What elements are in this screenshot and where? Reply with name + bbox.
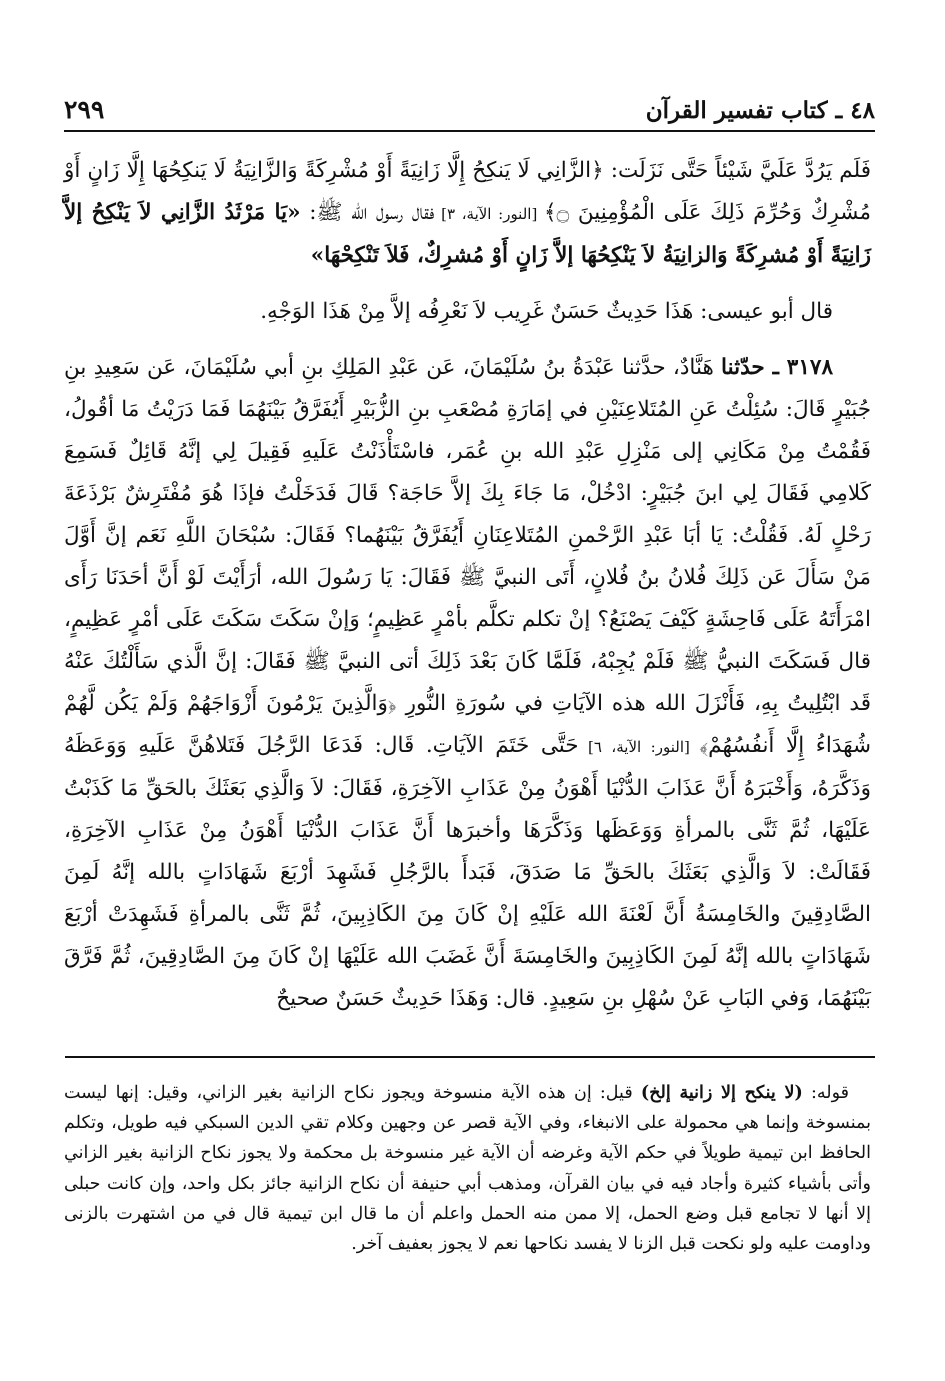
- hadith-3177-continuation: [64, 150, 871, 277]
- header-rule: [64, 130, 875, 132]
- hadith-number-label: ٣١٧٨ ـ حدّثنا: [721, 355, 833, 380]
- hadith-intro: فَلَم يَرُدَّ عَلَيَّ شَيْئاً حَتَّى نَزَلَت:: [603, 158, 871, 183]
- main-text: [64, 150, 871, 1020]
- page-number: ٢٩٩: [64, 95, 105, 124]
- footnote-quote: (لا ينكح إلا زانية إلخ): [640, 1083, 803, 1103]
- prophet-intro: فقال رسول الله ﷺ:: [300, 200, 435, 225]
- hadith-grading: قال أبو عيسى: هَذَا حَدِيثٌ حَسَنٌ غَرِيب لاَ نَعْرِفُه إلاَّ مِنْ هَذَا الوَجْهِ.: [260, 299, 833, 324]
- hadith-body-part-2: حَتَّى خَتَمَ الآيَاتِ. قَال: فَدَعَا الرَّجُلَ فَتَلاهُنَّ عَلَيهِ وَوَعَظَهُ وَذَكَّرَهُ، وَأَخْبَرَهُ أَنَّ عَذَابَ الدُّنْيَا أَهْوَنُ مِنْ عَذَابِ الآخِرَةِ، فَقَالَ: لاَ وَالَّذِي بَعَثَكَ بالحَقِّ مَا كَذَبْتُ عَلَيْهَا، ثُمَّ ثَنَّى بالمرأةِ وَوَعَظَها وَذَكَّرَهَا وأخبرَها أَنَّ عَذَابَ الدُّنْيَا أَهْوَنُ مِنْ عَذَابِ الآخِرَةِ، فَقَالَتْ: لاَ وَالَّذِي بَعَثَكَ بالحَقِّ مَا صَدَقَ، فَبَدأَ بالرَّجُلِ فَشَهِدَ أرْبَعَ شَهَادَاتٍ بالله إنَّهُ لَمِنَ الصَّادِقِينَ والخَامِسَةُ أَنَّ لَعْنَةَ الله عَلَيْهِ إنْ كَانَ مِنَ الكَاذِبِينَ، ثُمَّ ثَنَّى بالمرأةِ فَشَهِدَتْ أرْبَعَ شَهَادَاتٍ بالله إنَّهُ لَمِنَ الكَاذِبِينَ والخَامِسَةَ أَنَّ غَضَبَ الله عَلَيْهَا إنْ كَانَ مِنَ الصَّادِقِينَ، ثُمَّ فَرَّقَ بَيْنَهُمَا، وَفي البَابِ عَنْ سُهْلِ بنِ سَعِيدٍ. قال: وَهَذَا حَدِيثٌ حَسَنٌ صحيحٌ: [64, 733, 871, 1011]
- footnote: [64, 1078, 871, 1259]
- chapter-title: ٤٨ ـ كتاب تفسير القرآن: [645, 97, 875, 124]
- hadith-3178: [64, 347, 871, 1020]
- footnote-paragraph: [64, 1078, 871, 1259]
- footnote-label: قوله:: [802, 1083, 849, 1103]
- footnote-rule: [65, 1056, 875, 1058]
- hadith-body-part-1: هَنَّادٌ، حدَّثنا عَبْدَةُ بنُ سُلَيْمَانَ، عَن عَبْدِ المَلِكِ بنِ أبي سُلَيْمَانَ، عَن سَعِيدِ بنِ جُبَيْرٍ قَالَ: سُئِلْتُ عَنِ المُتَلاعِنَيْنِ في إمَارَةِ مُصْعَبِ بنِ الزُّبَيْرِ أَيُفَرَّقُ بَيْنَهُمَا فَمَا دَرَيْتُ مَا أقُولُ، فَقُمْتُ مِنْ مَكَانِي إلى مَنْزِلِ عَبْدِ الله بنِ عُمَر، فاسْتَأْذَنْتُ عَلَيهِ فَقِيلَ لِي إنَّهُ قَائِلٌ فَسَمِعَ كَلامِي فَقَالَ لِي ابنَ جُبَيْرٍ: ادْخُلْ، مَا جَاءَ بِكَ إلاَّ حَاجَة؟ قَالَ فَدَخَلْتُ فإذَا هُوَ مُفْتَرِشٌ بَرْذَعَةَ رَحْلٍ لَهُ. فَقُلْتُ: يَا أبَا عَبْدِ الرَّحْمنِ المُتَلاعِنَانِ أَيُفَرَّقُ بَيْنَهُما؟ فَقَالَ: سُبْحَانَ اللَّهِ نَعَم إنَّ أَوَّلَ مَنْ سَأَلَ عَن ذَلِكَ فُلانُ بنُ فُلانٍ، أَتَى النبيَّ ﷺ فَقَالَ: يَا رَسُولَ الله، أرَأَيْتَ لَوْ أَنَّ أحَدَنَا رَأَى امْرَأَتَهُ عَلَى فَاحِشَةٍ كَيْفَ يَصْنَعُ؟ إنْ تكلم تكلَّم بأمْرٍ عَظِيمٍ؛ وَإنْ سَكَتَ سَكَتَ عَلَى أمْرٍ عَظِيمٍ، قال فَسَكَتَ النبيُّ ﷺ فَلَمْ يُجِبْهُ، فَلَمَّا كَانَ بَعْدَ ذَلِكَ أتى النبيَّ ﷺ فَقَالَ: إنَّ الَّذي سَأَلْتُكَ عَنْهُ قَد ابْتُلِيتُ بِهِ، فَأَنْزَلَ الله هذه الآيَاتِ في سُورَةِ النُّورِ: [64, 355, 871, 716]
- footnote-text: قيل: إن هذه الآية منسوخة ويجوز نكاح الزانية بغير الزاني، وقيل: إنها ليست بمنسوخة وإنما هي محمولة على الانبغاء، وفي الآية قصر عن وجهين وكلام تقي الدين السبكي فيه طويل، وتكلم الحافظ ابن تيمية طويلاً في حكم الآية وغرضه أن الآية غير منسوخة بل محكمة ولا يجوز نكاح الزانية بغير الزاني وأتى بأشياء كثيرة وأجاد فيه في بيان القرآن، ومذهب أبي حنيفة أن نكاح الزانية جائز بكل واحد، وإن كانت حبلى إلا أنها لا تجامع قبل وضع الحمل، إلا ممن منه الحمل واعلم أن ما قال ابن تيمية قال في من اشتهرت بالزنى وداومت عليه ولو نكحت قبل الزنا لا يفسد نكاحها نعم لا يجوز بعفيف آخر.: [64, 1083, 871, 1255]
- verse-reference: [النور: الآية، ٣]: [434, 205, 544, 223]
- quran-verse: ﴿الزَّانِي لَا يَنكِحُ إِلَّا زَانِيَةً أَوْ مُشْرِكَةً وَالزَّانِيَةُ لَا يَنكِحُهَا إِلَّا زَانٍ أَوْ مُشْرِكٌ وَحُرِّمَ ذَلِكَ عَلَى الْمُؤْمِنِينَ ۝﴾: [64, 158, 871, 225]
- prophet-saying: «يَا مَرْثَدُ الزَّانِي لاَ يَنْكِحُ إلاَّ زَانِيَةً أَوْ مُشرِكَةً وَالزانِيَةُ لاَ يَنْكِحُهَا إلاَّ زَانٍ أَوْ مُشرِكٌ، فَلاَ تَنْكِحْهَا»: [64, 200, 871, 268]
- page-header: [64, 78, 875, 124]
- verse-reference-2: [النور: الآية، ٦]: [578, 738, 700, 756]
- quran-verse-2: ﴿وَالَّذِينَ يَرْمُونَ أَزْوَاجَهُمْ وَلَمْ يَكُن لَّهُمْ شُهَدَاءُ إِلَّا أَنفُسُهُمْ﴾: [64, 691, 872, 758]
